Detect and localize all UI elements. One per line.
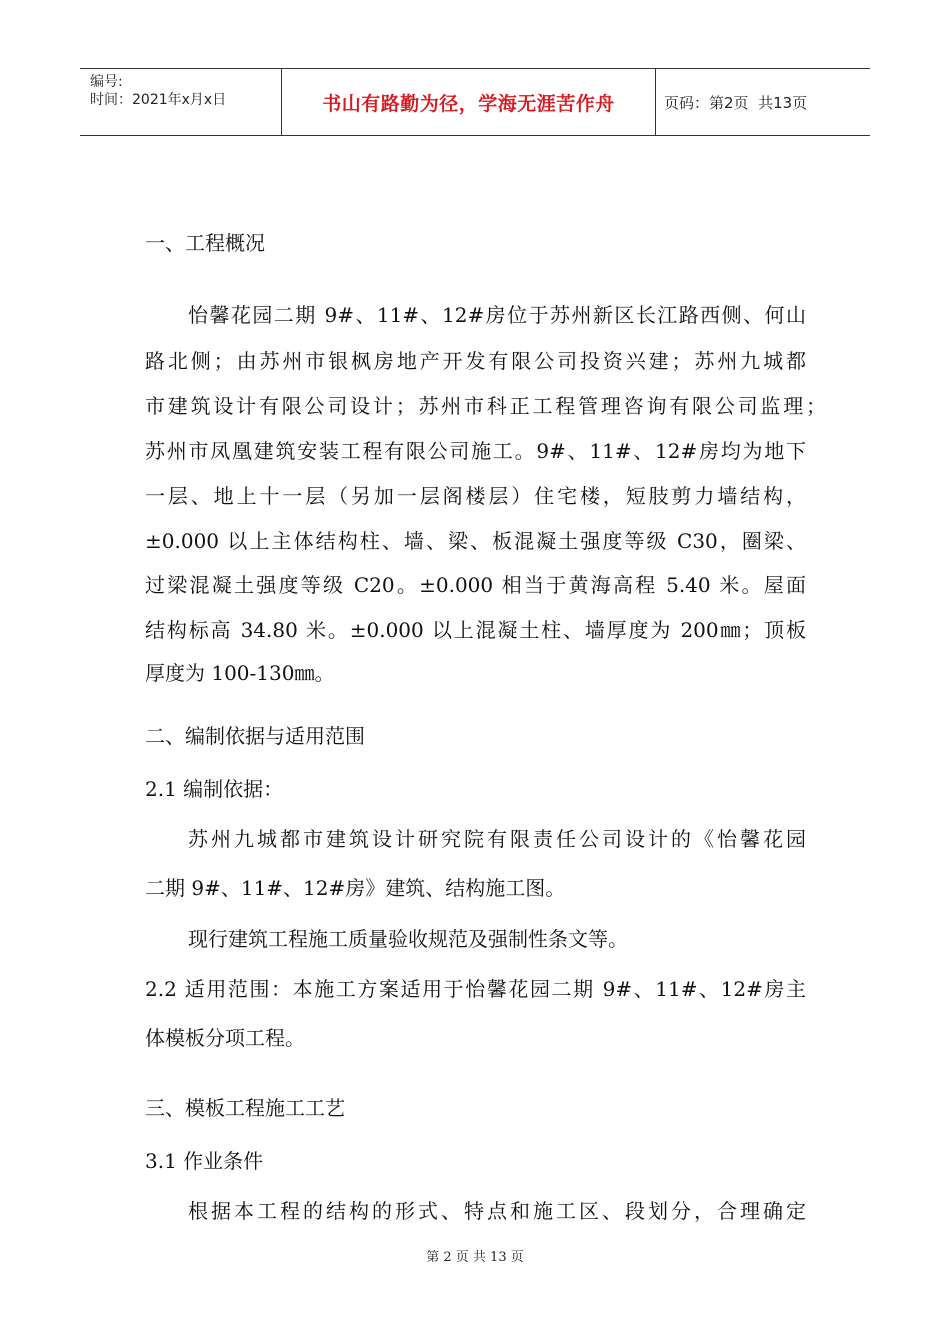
section-title-basis: 二、编制依据与适用范围 bbox=[145, 724, 365, 748]
paragraph-line: ±0.000 以上主体结构柱、墙、梁、板混凝土强度等级 C30，圈梁、 bbox=[145, 529, 806, 553]
section-title-process: 三、模板工程施工工艺 bbox=[145, 1096, 345, 1120]
paragraph-line: 厚度为 100-130㎜。 bbox=[145, 661, 335, 685]
subsection-title-conditions: 3.1 作业条件 bbox=[145, 1149, 264, 1173]
header-meta-cell bbox=[80, 69, 282, 135]
number-label: 编号: bbox=[90, 74, 123, 90]
paragraph-line: 过梁混凝土强度等级 C20。±0.000 相当于黄海高程 5.40 米。屋面 bbox=[145, 573, 806, 597]
paragraph-basis-standards: 现行建筑工程施工质量验收规范及强制性条文等。 bbox=[188, 927, 628, 951]
page-footer: 第 2 页 共 13 页 bbox=[426, 1250, 524, 1265]
page-code: 页码：第2页 共13页 bbox=[664, 93, 808, 112]
header-motto: 书山有路勤为径，学海无涯苦作舟 bbox=[282, 69, 656, 135]
section-title-overview: 一、工程概况 bbox=[145, 231, 265, 255]
paragraph-line: 市建筑设计有限公司设计；苏州市科正工程管理咨询有限公司监理； bbox=[145, 394, 826, 418]
paragraph-line: 结构标高 34.80 米。±0.000 以上混凝土柱、墙厚度为 200㎜；顶板 bbox=[145, 618, 806, 642]
document-header bbox=[80, 68, 870, 136]
paragraph-conditions: 根据本工程的结构的形式、特点和施工区、段划分，合理确定 bbox=[188, 1199, 806, 1223]
paragraph-line: 体模板分项工程。 bbox=[145, 1026, 305, 1050]
paragraph-line: 2.2 适用范围：本施工方案适用于怡馨花园二期 9#、11#、12#房主 bbox=[145, 977, 806, 1001]
subsection-title-basis: 2.1 编制依据： bbox=[145, 777, 284, 801]
paragraph-line: 怡馨花园二期 9#、11#、12#房位于苏州新区长江路西侧、何山 bbox=[188, 303, 806, 327]
paragraph-line: 路北侧；由苏州市银枫房地产开发有限公司投资兴建；苏州九城都 bbox=[145, 349, 806, 373]
paragraph-line: 苏州九城都市建筑设计研究院有限责任公司设计的《怡馨花园 bbox=[188, 827, 806, 851]
paragraph-line: 苏州市凤凰建筑安装工程有限公司施工。9#、11#、12#房均为地下 bbox=[145, 439, 806, 463]
date-line: 时间：2021年x月x日 bbox=[90, 92, 227, 108]
header-page-cell bbox=[656, 69, 870, 135]
paragraph-line: 一层、地上十一层（另加一层阁楼层）住宅楼，短肢剪力墙结构， bbox=[145, 484, 806, 508]
paragraph-line: 二期 9#、11#、12#房》建筑、结构施工图。 bbox=[145, 876, 566, 900]
